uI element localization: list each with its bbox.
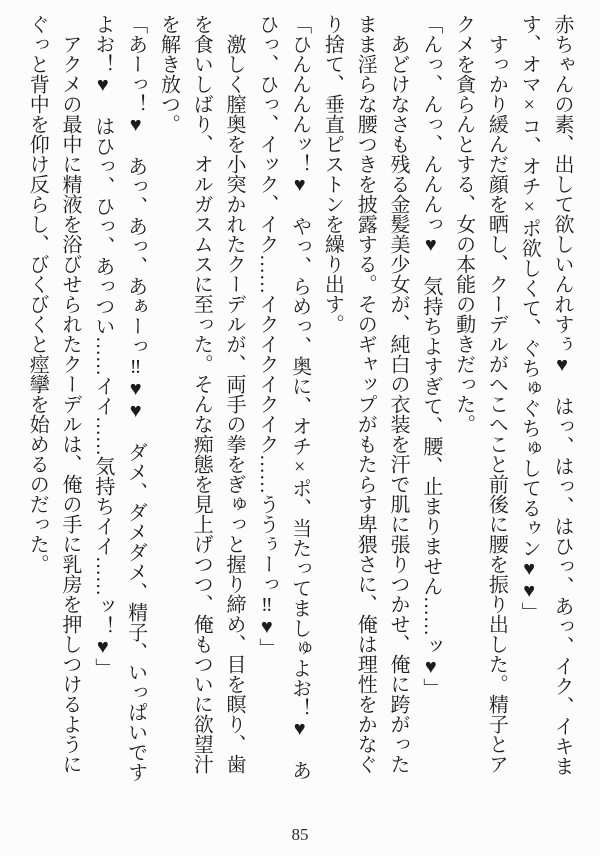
text-column-14: 「あーっ！♥ あっ、あっ、あぁーっ‼♥♥ ダメ、ダメダメ、精子、いっぱいです xyxy=(124,14,147,782)
text-column-12: を食いしばり、オルガスムスに至った。そんな痴態を見上げつつ、俺もついに欲望汁 xyxy=(190,14,213,774)
text-column-4: クメを貪らんとする、女の本能の動きだった。 xyxy=(452,14,475,434)
text-column-17: ぐっと背中を仰け反らし、びくびくと痙攣を始めるのだった。 xyxy=(26,14,49,574)
text-column-3: すっかり緩んだ顔を晒し、クーデルがへこへこと前後に腰を振り出した。精子とア xyxy=(485,14,508,774)
text-column-9: 「ひんんんんッ！♥ やっ、らめっ、奥に、オチ×ポ、当たってましゅよお！♥ あ xyxy=(288,14,311,780)
text-column-7: まま淫らな腰つきを披露する。そのギャップがもたらす卑猥さに、俺は理性をかなぐ xyxy=(354,14,377,774)
text-column-6: あどけなさも残る金髪美少女が、純白の衣装を汗で肌に張りつかせ、俺に跨がった xyxy=(387,14,410,774)
text-column-15: よお！♥ はひっ、ひっ、あっつい……イイ……気持ちイイ……ッ！♥」 xyxy=(91,14,114,678)
text-column-11: 激しく膣奥を小突かれたクーデルが、両手の拳をぎゅっと握り締め、目を瞑り、歯 xyxy=(223,14,246,774)
page-number: 85 xyxy=(291,825,309,844)
text-column-1: 赤ちゃんの素、出して欲しいんれすぅ♥ はっ、はっ、はひっ、あっ、イク、イキま xyxy=(551,14,573,776)
text-column-13: を解き放つ。 xyxy=(157,14,180,134)
vertical-text-block xyxy=(20,14,578,790)
text-column-16: アクメの最中に精液を浴びせられたクーデルは、俺の手に乳房を押しつけるように xyxy=(59,14,82,774)
text-column-10: ひっ、ひっ、イック、イク……イクイクイクイク……ううぅーっ‼♥」 xyxy=(255,14,278,658)
text-column-5: 「んっ、んっ、んんんっ♥ 気持ちよすぎて、腰、止まりません……ッ♥」 xyxy=(419,14,442,698)
text-column-8: り捨て、垂直ピストンを繰り出す。 xyxy=(321,14,344,334)
text-column-2: す、オマ×コ、オチ×ポ欲しくて、ぐちゅぐちゅしてるゥン♥♥」 xyxy=(518,14,541,622)
